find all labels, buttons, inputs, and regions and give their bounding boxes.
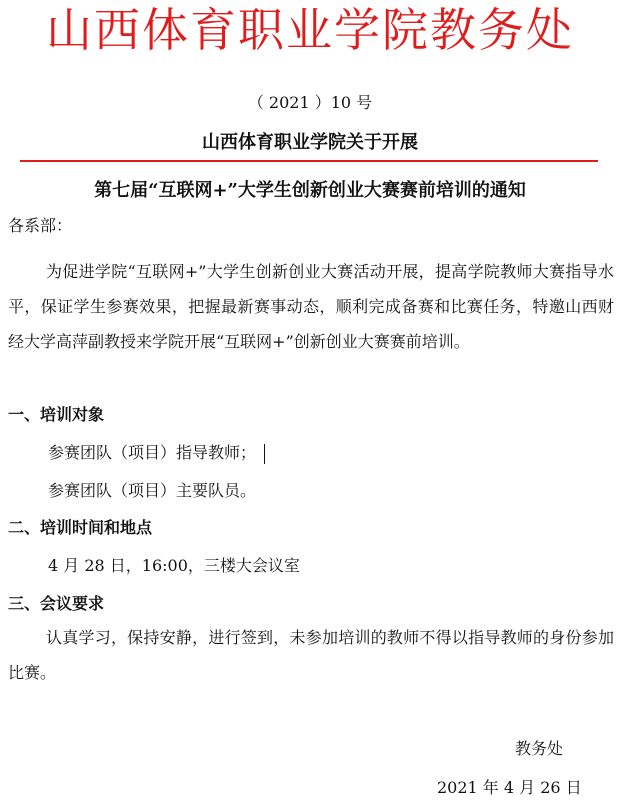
signer: 教务处 <box>515 739 564 758</box>
issue-date: 2021 年 4 月 26 日 <box>437 778 582 797</box>
participant-text-advisors: 参赛团队（项目）指导教师； <box>48 443 257 462</box>
intro-paragraph: 为促进学院“互联网+”大学生创新创业大赛活动开展，提高学院教师大赛指导水平，保证学生参赛效果，把握最新赛事动态，顺利完成备赛和比赛任务，特邀山西财经大学高萍副教授来学院开展“互联网+”创新创业大赛赛前培训。 <box>8 262 614 351</box>
section-heading-requirements: 三、会议要求 <box>8 594 105 613</box>
title-line-1: 山西体育职业学院关于开展 <box>202 132 418 153</box>
requirements-paragraph: 认真学习，保持安静，进行签到，未参加培训的教师不得以指导教师的身份参加比赛。 <box>8 628 614 682</box>
notice-title: 第七届“互联网+”大学生创新创业大赛赛前培训的通知 <box>94 180 526 201</box>
participant-line-advisors <box>48 442 265 464</box>
section-heading-participants: 一、培训对象 <box>8 405 105 424</box>
participant-line-members: 参赛团队（项目）主要队员。 <box>48 481 257 500</box>
document-number: （ 2021 ）10 号 <box>247 93 373 112</box>
time-place-line: 4 月 28 日，16:00，三楼大会议室 <box>48 556 300 575</box>
section-heading-time-place: 二、培训时间和地点 <box>8 518 153 537</box>
org-header-title: 山西体育职业学院教务处 <box>46 3 574 57</box>
red-divider <box>20 160 598 162</box>
salutation: 各系部： <box>8 216 73 235</box>
text-cursor <box>264 444 265 464</box>
